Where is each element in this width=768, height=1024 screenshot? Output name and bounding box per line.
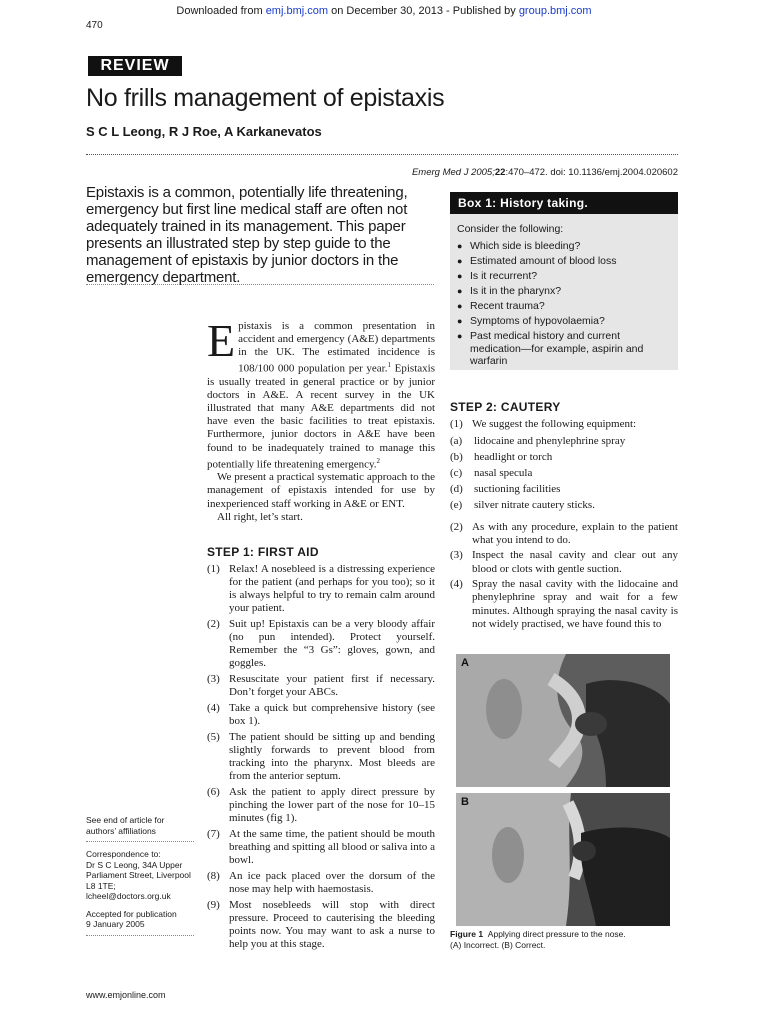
- photo-a-illustration: [456, 654, 670, 787]
- sidebar-divider: [86, 935, 194, 936]
- item-text: Take a quick but comprehensive history (see box 1).: [229, 702, 435, 728]
- item-text: Suit up! Epistaxis can be a very bloody affair (no pun intended). Protect yourself. Remember the “3 Gs”: gloves, gown, and goggles.: [229, 618, 435, 670]
- equipment-item: [450, 467, 678, 480]
- bullet-icon: ●: [457, 271, 463, 281]
- item-text: The patient should be sitting up and bending slightly forwards to prevent blood from tracking into the pharynx. Most bleeds are from the anterior septum.: [229, 730, 435, 783]
- item-number: (a): [450, 435, 463, 448]
- box-list-item: ● Symptoms of hypovolaemia?: [457, 315, 605, 327]
- figure-panel-b-label: B: [461, 796, 469, 808]
- equipment-item: [450, 499, 678, 512]
- box-list-item: ● Is it recurrent?: [457, 270, 538, 282]
- intro-paragraph: All right, let’s start.: [217, 510, 303, 523]
- step1-item: [207, 731, 435, 783]
- step2-item: [450, 578, 678, 630]
- step1-item: [207, 702, 435, 728]
- item-text: An ice pack placed over the dorsum of the nose may help with haemostasis.: [229, 869, 435, 895]
- item-text: Most nosebleeds will stop with direct pressure. Proceed to cauterising the bleeding points now. You may want to ask a nurse to help you at this stage.: [229, 898, 435, 951]
- photo-correct-pressure: [456, 793, 670, 926]
- item-number: (c): [450, 467, 463, 480]
- figure-panel-a-label: A: [461, 657, 469, 669]
- equipment-item: [450, 435, 678, 448]
- citation-pages-doi: :470–472. doi: 10.1136/emj.2004.020602: [505, 167, 678, 178]
- item-text: headlight or torch: [474, 451, 553, 464]
- equipment-item: [450, 451, 678, 464]
- item-text: Relax! A nosebleed is a distressing experience for the patient (and perhaps for you too); so it is always helpful to try to remain calm around your patient.: [229, 563, 435, 615]
- step1-item: [207, 786, 435, 825]
- step1-heading: STEP 1: FIRST AID: [207, 545, 319, 559]
- item-text: Resuscitate your patient first if necessary. Don’t forget your ABCs.: [229, 673, 435, 699]
- emj-site-link[interactable]: emj.bmj.com: [265, 5, 329, 17]
- item-text: lidocaine and phenylephrine spray: [474, 435, 626, 448]
- introduction-text: [207, 315, 435, 524]
- bullet-icon: ●: [457, 316, 463, 326]
- step2-heading: STEP 2: CAUTERY: [450, 400, 561, 414]
- box-list-item: ● Is it in the pharynx?: [457, 285, 562, 297]
- history-taking-box: [450, 192, 678, 370]
- step2-item: [450, 549, 678, 575]
- item-number: (9): [207, 898, 220, 911]
- accepted-date: 9 January 2005: [86, 919, 145, 929]
- item-number: (e): [450, 499, 463, 512]
- item-number: (2): [207, 618, 220, 631]
- bullet-icon: ●: [457, 241, 463, 251]
- sidebar-divider: [86, 841, 194, 842]
- citation-volume: 22: [494, 167, 506, 178]
- item-text: Spray the nasal cavity with the lidocaine and phenylephrine spray and wait for a few minutes. Although spraying the nasal cavity is not widely practised, we have found this to: [472, 578, 678, 630]
- page-number: 470: [86, 20, 103, 31]
- correspondence-address: Dr S C Leong, 34A Upper Parliament Street, Liverpool L8 1TE; lcheel@doctors.org.uk: [86, 859, 191, 901]
- item-number: (6): [207, 785, 220, 798]
- item-number: (4): [450, 578, 463, 591]
- caption-text: Applying direct pressure to the nose.: [487, 929, 626, 939]
- citation-journal: Emerg Med J 2005;: [411, 167, 495, 178]
- box-list-item: ● Past medical history and current medication—for example, aspirin and warfarin: [457, 330, 644, 367]
- reference-1[interactable]: 1: [387, 361, 391, 370]
- affiliations-note[interactable]: See end of article for authors’ affiliations: [86, 815, 165, 836]
- list-item: (1) We suggest the following equipment:: [450, 418, 637, 430]
- step1-item: [207, 899, 435, 951]
- item-number: (d): [450, 483, 463, 496]
- bullet-icon: ●: [457, 331, 463, 341]
- correspondence-label: Correspondence to:: [86, 849, 161, 859]
- section-label: REVIEW: [88, 56, 182, 76]
- title-divider: [86, 154, 678, 155]
- journal-website-link[interactable]: www.emjonline.com: [86, 990, 166, 1000]
- box-list-item: ● Recent trauma?: [457, 300, 545, 312]
- item-number: (4): [207, 702, 220, 714]
- caption-label: Figure 1: [450, 929, 484, 939]
- step2-list: [450, 418, 678, 633]
- item-number: (3): [207, 673, 220, 686]
- step1-item: [207, 563, 435, 615]
- bullet-icon: ●: [457, 286, 463, 296]
- item-number: (b): [450, 451, 463, 464]
- caption-line-2: (A) Incorrect. (B) Correct.: [450, 940, 546, 950]
- item-number: (8): [207, 869, 220, 882]
- intro-paragraph: Epistaxis is a common presentation in accident and emergency (A&E) departments in the UK. The estimated incidence is 108/100 000 population per year.$^1$ Epistaxis is usually treated in general practice or by junior doctors in A&E. A recent survey in the UK illustrated that many A&E departments did not have even the basic facilities to treat epistaxis. Furthermore, junior doctors in A&E have been found to be inadequately trained to manage this potentially life threatening emergency.$^2$: [207, 315, 435, 471]
- step1-item: [207, 828, 435, 867]
- banner-middle: on December 30, 2013 - Published by: [328, 5, 519, 17]
- bullet-icon: ●: [457, 301, 463, 311]
- item-text: silver nitrate cautery sticks.: [474, 499, 595, 512]
- step2-item: [450, 521, 678, 547]
- photo-b-illustration: [456, 793, 670, 926]
- box-list-item: ● Which side is bleeding?: [457, 240, 581, 252]
- abstract-divider: [86, 284, 434, 285]
- figure-caption: [450, 929, 678, 951]
- box-intro: Consider the following:: [457, 223, 564, 235]
- article-title: No frills management of epistaxis: [86, 84, 445, 112]
- drop-cap: E: [207, 315, 236, 366]
- reference-2[interactable]: 2: [376, 456, 381, 465]
- intro-paragraph: We present a practical systematic approach to the management of epistaxis intended for use by inexperienced staff working in A&E or ENT.: [207, 471, 435, 510]
- item-text: suctioning facilities: [474, 483, 561, 496]
- item-text: nasal specula: [474, 467, 533, 480]
- item-text: Inspect the nasal cavity and clear out any blood or clots with gentle suction.: [472, 549, 678, 575]
- item-number: (3): [450, 549, 463, 562]
- article-sidebar: [86, 815, 194, 943]
- equipment-list: [450, 435, 678, 512]
- box-title: Box 1: History taking.: [450, 192, 678, 214]
- item-text: At the same time, the patient should be mouth breathing and spitting all blood or saliva into a bowl.: [229, 827, 435, 867]
- item-number: (2): [450, 520, 463, 533]
- step1-item: [207, 673, 435, 699]
- item-text: Ask the patient to apply direct pressure by pinching the lower part of the nose for 10–15 minutes (fig 1).: [229, 785, 435, 825]
- item-number: (5): [207, 730, 220, 743]
- banner-prefix: Downloaded from: [176, 5, 266, 17]
- photo-incorrect-pressure: [456, 654, 670, 787]
- figure-1: [456, 654, 670, 926]
- item-number: (7): [207, 827, 220, 840]
- item-number: (1): [207, 563, 220, 575]
- group-site-link[interactable]: group.bmj.com: [518, 5, 592, 17]
- equipment-item: [450, 483, 678, 496]
- abstract: Epistaxis is a common, potentially life threatening, emergency but first line medical staff are often not adequately trained in its management. This paper presents an illustrated step by step guide to the management of epistaxis by junior doctors in the emergency department.: [86, 184, 408, 286]
- bullet-icon: ●: [457, 256, 463, 266]
- accepted-label: Accepted for publication: [86, 908, 177, 919]
- author-list: S C L Leong, R J Roe, A Karkanevatos: [86, 124, 322, 139]
- step1-item: [207, 618, 435, 670]
- step1-list: [207, 563, 435, 954]
- box-list: [450, 239, 678, 368]
- box-list-item: ● Estimated amount of blood loss: [457, 255, 617, 267]
- step1-item: [207, 870, 435, 896]
- citation-line: [400, 167, 678, 178]
- download-banner: [0, 5, 768, 17]
- item-text: As with any procedure, explain to the patient what you intend to do.: [472, 520, 678, 546]
